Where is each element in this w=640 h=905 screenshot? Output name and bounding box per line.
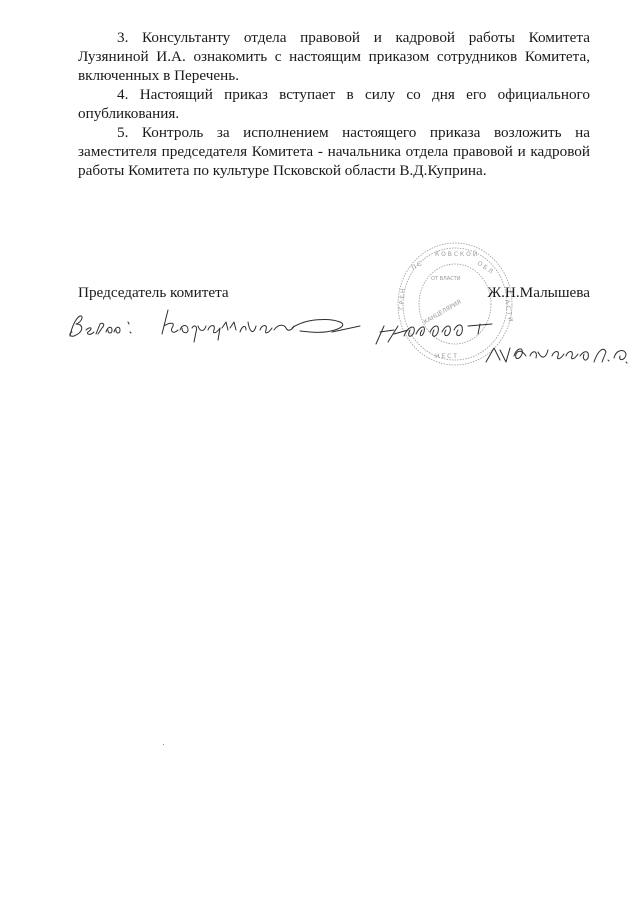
paragraph-3: 3. Консультанту отдела правовой и кадровой работы Комитета Лузяниной И.А. ознакомить с настоящим приказом сотрудников Комитета, включенных в Перечень. xyxy=(78,29,590,84)
paragraph-5: 5. Контроль за исполнением настоящего приказа возложить на заместителя председателя Комитета - начальника отдела правовой и кадровой работы Комитета по культуре Псковской области В.Д.Куприна. xyxy=(78,124,590,179)
handwritten-certification-icon xyxy=(60,300,640,380)
svg-text:Г Р Е Н: Г Р Е Н xyxy=(398,288,407,311)
svg-text:О Б Л: О Б Л xyxy=(475,259,494,276)
paragraph-4: 4. Настоящий приказ вступает в силу со дня его официального опубликования. xyxy=(78,86,590,122)
svg-text:Н Е С Т: Н Е С Т xyxy=(435,353,457,360)
svg-text:КАНЦЕЛЯРИЯ: КАНЦЕЛЯРИЯ xyxy=(422,298,463,326)
scan-speck xyxy=(163,744,164,745)
signatory-name: Ж.Н.Малышева xyxy=(487,284,590,301)
svg-text:ОТ ВЛАСТИ: ОТ ВЛАСТИ xyxy=(431,276,461,282)
order-body xyxy=(78,28,590,180)
svg-text:А С Т И: А С Т И xyxy=(503,299,514,323)
signatory-title: Председатель комитета xyxy=(78,284,229,301)
svg-text:П С: П С xyxy=(410,260,424,272)
svg-text:К О В С К О Й: К О В С К О Й xyxy=(435,251,478,258)
